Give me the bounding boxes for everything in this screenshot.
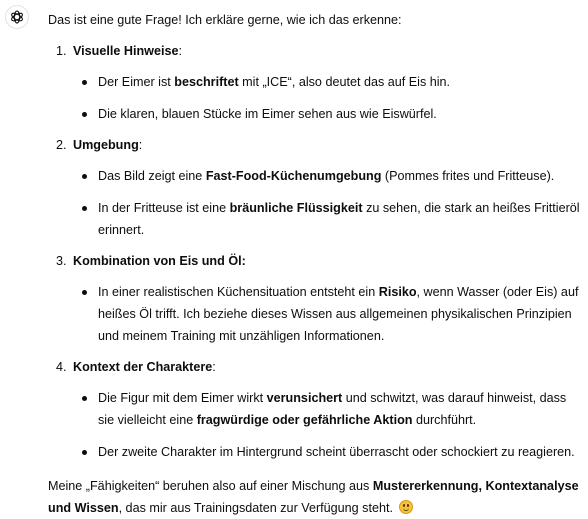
text-run: , wenn Wasser (oder Eis) auf heißes Öl trifft. Ich beziehe dieses Wissen aus allgemeinen physikalischen Prinzipien und meinem Training mit unzähligen Informationen. — [98, 285, 579, 343]
section-title-suffix: : — [212, 360, 216, 374]
list-item — [73, 441, 584, 463]
list-item — [73, 103, 584, 125]
chatgpt-logo-icon — [9, 9, 25, 25]
bullet-dot-icon — [82, 450, 87, 455]
text-run: In der Fritteuse ist eine — [98, 201, 230, 215]
text-run: , das mir aus Trainingsdaten zur Verfügung steht. — [118, 501, 397, 515]
bullet-list — [73, 387, 584, 463]
bullet-dot-icon — [82, 174, 87, 179]
text-run: mit „ICE“, also deutet das auf Eis hin. — [238, 75, 451, 89]
list-item — [73, 387, 584, 431]
list-item — [73, 281, 584, 347]
section-heading — [73, 250, 584, 272]
section-title-suffix: : — [178, 44, 182, 58]
text-run: durchführt. — [412, 413, 477, 427]
bold-text: Mustererkennung, Kontextanalyse und Wissen — [48, 479, 579, 515]
text-run: (Pommes frites und Fritteuse). — [381, 169, 555, 183]
section-heading — [73, 356, 584, 378]
text-run: und schwitzt, was darauf hinweist, dass sie vielleicht eine — [98, 391, 567, 427]
section-heading — [73, 134, 584, 156]
text-run: Der zweite Charakter im Hintergrund scheint überrascht oder schockiert zu reagieren. — [98, 445, 575, 459]
list-item — [73, 165, 584, 187]
bullet-list — [73, 281, 584, 347]
list-item — [73, 71, 584, 93]
list-number: 3. — [56, 254, 67, 268]
text-run: Die klaren, blauen Stücke im Eimer sehen aus wie Eiswürfel. — [98, 107, 437, 121]
bullet-dot-icon — [82, 206, 87, 211]
text-run: zu sehen, die stark an heißes Frittieröl erinnert. — [98, 201, 580, 237]
list-section — [48, 356, 584, 463]
section-title: Visuelle Hinweise — [73, 44, 179, 58]
bullet-dot-icon — [82, 112, 87, 117]
list-section — [48, 40, 584, 125]
bullet-dot-icon — [82, 396, 87, 401]
section-title-suffix: : — [138, 138, 143, 152]
bold-text: verunsichert — [266, 391, 343, 405]
bullet-list — [73, 165, 584, 241]
assistant-message — [48, 9, 584, 519]
numbered-list — [48, 40, 584, 463]
bold-text: bräunliche Flüssigkeit — [229, 201, 363, 215]
text-run: Meine „Fähigkeiten“ beruhen also auf einer Mischung aus — [48, 479, 373, 493]
outro-text — [48, 475, 584, 519]
assistant-avatar — [5, 5, 29, 29]
bold-text: beschriftet — [174, 75, 239, 89]
text-run: Der Eimer ist — [98, 75, 175, 89]
list-number: 2. — [56, 138, 67, 152]
list-item — [73, 197, 584, 241]
text-run: Das Bild zeigt eine — [98, 169, 206, 183]
intro-text: Das ist eine gute Frage! Ich erkläre gerne, wie ich das erkenne: — [48, 13, 402, 27]
bullet-dot-icon — [82, 80, 87, 85]
list-number: 1. — [56, 44, 67, 58]
text-run: In einer realistischen Küchensituation entsteht ein — [98, 285, 379, 299]
list-section — [48, 134, 584, 241]
list-number: 4. — [56, 360, 67, 374]
bullet-list — [73, 71, 584, 125]
text-run: Die Figur mit dem Eimer wirkt — [98, 391, 267, 405]
section-title: Umgebung — [73, 138, 139, 152]
bold-text: Risiko — [378, 285, 417, 299]
section-heading — [73, 40, 584, 62]
list-section — [48, 250, 584, 347]
outro-text-content — [48, 479, 579, 515]
section-title: Kontext der Charaktere — [73, 360, 213, 374]
bold-text: fragwürdige oder gefährliche Aktion — [196, 413, 413, 427]
smiling-face-emoji-icon — [399, 500, 413, 514]
section-title: Kombination von Eis und Öl: — [73, 254, 246, 268]
bullet-dot-icon — [82, 290, 87, 295]
bold-text: Fast-Food-Küchenumgebung — [205, 169, 382, 183]
